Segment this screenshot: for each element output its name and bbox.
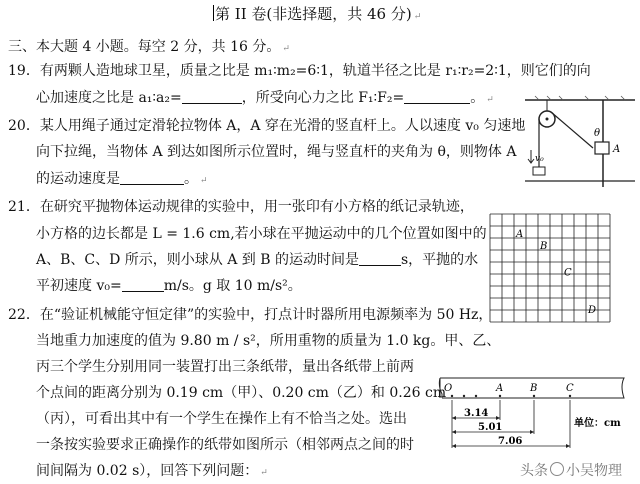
q21-text-c: 平初速度 v₀= [36,278,122,294]
watermark-prefix: 头条 [520,463,548,479]
q21-grid-figure [488,212,614,326]
paragraph-mark-icon: ↵ [260,468,268,478]
watermark-logo-icon [550,462,564,476]
q20-pulley-figure [525,95,635,190]
paragraph-mark-icon: ↵ [486,95,494,105]
tape-label-b: B [530,383,538,394]
q19-blank-2[interactable] [404,89,470,104]
title-text: 第 II 卷(非选择题，共 46 分) [215,5,412,23]
section-header-text: 三、本大题 4 小题。每空 2 分，共 16 分。 [8,39,281,55]
watermark [520,460,622,480]
text-cursor [213,5,214,21]
tape-label-c: C [566,383,574,394]
q22-tape-figure [438,374,636,450]
tape-dim-c: 7.06 [498,436,523,447]
q21-blank-2[interactable] [122,277,164,292]
q22-line2: 当地重力加速度的值为 9.80 m / s²，所用重物的质量为 1.0 kg。甲、乙、 [36,333,501,349]
q21-text-b: s，平抛的水 [400,252,479,268]
q20-line2: 向下拉绳，当物体 A 到达如图所示位置时，绳与竖直杆的夹角为 θ，则物体 A [36,144,517,160]
q19-text-c: 。 [470,90,485,106]
page-title [213,5,421,26]
tape-dim-b: 5.01 [478,422,503,433]
tape-label-o: O [444,383,453,394]
block-a [595,142,609,154]
q22-text-end: 间间隔为 0.02 s），回答下列问题： [36,463,259,479]
q21-text-d: m/s。g 取 10 m/s²。 [163,278,302,294]
q22-line5: （丙），可看出其中有一个学生在操作上有不恰当之处。选出 [36,411,407,427]
q21-line4 [36,277,302,295]
block-a-label: A [613,144,621,155]
q19-line2 [36,89,494,109]
tape-label-a: A [496,383,504,394]
tape-dim-a: 3.14 [464,408,489,419]
paragraph-mark-icon: ↵ [282,44,290,54]
q21-line1: 21．在研究平抛物体运动规律的实验中，用一张印有小方格的纸记录轨迹， [8,199,474,215]
q20-blank[interactable] [120,170,184,185]
q19-blank-1[interactable] [182,89,242,104]
q22-line1: 22．在“验证机械能守恒定律”的实验中，打点计时器所用电源频率为 50 Hz， [8,307,493,323]
grid-point-a: A [516,229,524,241]
paragraph-mark-icon: ↵ [413,12,422,22]
q22-line4: 个点间的距离分别为 0.19 cm（甲）、0.20 cm（乙）和 0.26 cm [36,385,447,401]
q21-text-a: A、B、C、D 所示，则小球从 A 到 B 的运动时间是 [36,252,359,268]
q19-text-a: 心加速度之比是 a₁∶a₂= [36,90,182,106]
grid-point-c: C [564,267,572,279]
q21-line3 [36,251,478,269]
q20-line1: 20．某人用绳子通过定滑轮拉物体 A，A 穿在光滑的竖直杆上。人以速度 v₀ 匀速地 [8,118,526,134]
q20-text-b: 。 [184,171,198,187]
watermark-name: 小吴物理 [566,463,622,479]
theta-label: θ [594,128,601,139]
q22-line3: 丙三个学生分别用同一装置打出三条纸带，量出各纸带上前两 [36,359,414,375]
q20-line3 [36,170,208,190]
grid-point-d: D [588,304,597,316]
section-header [8,38,290,58]
q21-line2: 小方格的边长都是 L = 1.6 cm,若小球在平抛运动中的几个位置如图中的 [36,226,487,242]
q19-line1: 19．有两颗人造地球卫星，质量之比是 m₁∶m₂=6∶1，轨道半径之比是 r₁∶r₂=2∶1，则它们的向 [8,63,591,79]
tape-unit-label: 单位：cm [574,418,621,429]
q20-text-a: 的运动速度是 [36,171,120,187]
v0-label: v₀ [535,154,544,164]
grid-point-b: B [540,241,548,253]
paragraph-mark-icon: ↵ [200,176,208,186]
q19-text-b: ，所受向心力之比 F₁∶F₂= [241,90,405,106]
q22-line7 [36,462,268,482]
q21-blank-1[interactable] [359,251,401,266]
q22-line6: 一条按实验要求正确操作的纸带如图所示（相邻两点之间的时 [36,437,414,453]
